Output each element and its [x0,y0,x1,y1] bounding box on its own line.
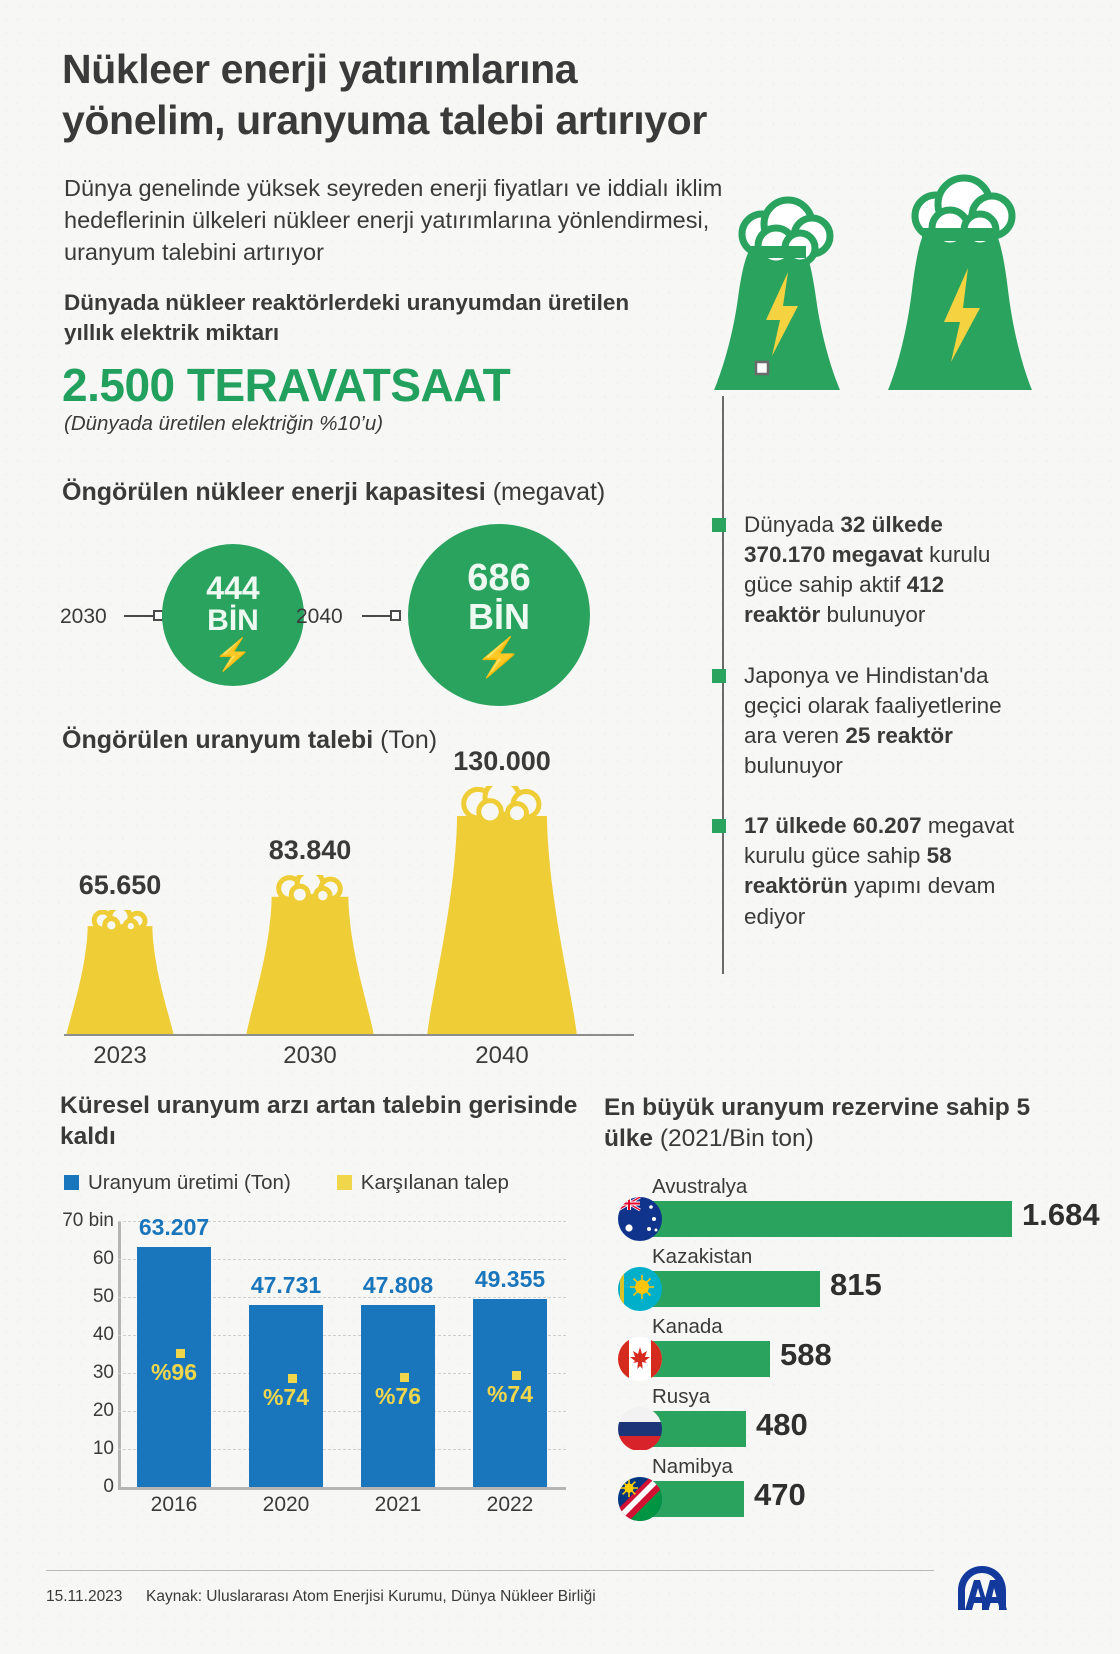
x-axis-tick-label: 2021 [374,1492,422,1516]
x-axis-tick-label: 2020 [262,1492,310,1516]
legend-swatch-icon [64,1175,79,1190]
reserve-row [604,1174,1100,1245]
reserve-row [604,1245,1074,1315]
y-axis-tick-label: 60 [92,1247,114,1269]
capacity-year-2040: 2040 [296,605,343,628]
reserve-row [604,1385,1074,1455]
country-name: Avustralya [652,1174,748,1198]
capacity-leader-line [362,615,392,617]
demand-title-bold: Öngörülen uranyum talebi [62,726,374,754]
namibia-flag-icon [618,1477,662,1521]
footer-date: 15.11.2023 [46,1588,123,1605]
demand-met-percent-label: %74 [486,1380,534,1407]
demand-title-unit: (Ton) [373,726,438,754]
reserve-value: 470 [754,1476,806,1512]
aa-logo [952,1560,1012,1623]
reserve-value: 815 [830,1266,882,1302]
facts-bullet-list [712,510,1022,962]
bar-column [473,1266,547,1487]
legend-swatch-icon [337,1175,352,1190]
percent-marker-dot [288,1374,297,1383]
kicker-text: Dünyada nükleer reaktörlerdeki uranyumdan üretilen yıllık elektrik miktarı [64,290,630,346]
capacity-bubble-2040 [408,524,590,706]
tower-axis-label: 2040 [475,1042,529,1069]
reserve-value: 480 [756,1406,808,1442]
tower-bar-value: 83.840 [268,835,352,865]
y-axis-tick-label: 20 [92,1399,114,1421]
big-number: 2.500 TERAVATSAAT [62,359,511,411]
tower-bar [427,746,577,1036]
reserve-value: 1.684 [1022,1196,1100,1232]
square-bullet-icon [712,518,726,532]
reserve-bar [640,1271,820,1307]
page-title: Nükleer enerji yatırımlarına yönelim, uranyuma talebi artırıyor [62,46,707,143]
bar-column [137,1213,211,1487]
tower-axis-label: 2030 [283,1042,337,1069]
bar-value-label: 63.207 [138,1213,210,1240]
uranium-demand-chart [62,746,642,1070]
tower-bar-value: 65.650 [78,870,162,900]
kazakhstan-flag-icon [618,1267,662,1311]
capacity-section-title [62,478,605,507]
y-axis-tick-label: 50 [92,1285,114,1307]
square-bullet-icon [712,819,726,833]
country-name: Rusya [652,1384,711,1408]
capacity-leader-line [124,615,155,617]
country-name: Namibya [652,1454,733,1478]
bullet-text: 17 ülkede 60.207 megavat kurulu güce sahip 58 reaktörün yapımı devam ediyor [744,813,1015,929]
supply-chart-legend [64,1171,582,1195]
demand-met-percent-label: %74 [262,1383,310,1410]
uranium-reserves-section [604,1092,1100,1525]
list-item [712,811,1022,932]
footer-source: Kaynak: Uluslararası Atom Enerjisi Kurumu, Dünya Nükleer Birliği [146,1588,596,1605]
cooling-towers-illustration [688,158,1088,423]
uranium-supply-section [52,1090,582,1516]
capacity-unit: BİN [468,596,530,637]
reserves-chart-title [604,1092,1074,1155]
percent-marker-dot [176,1349,185,1358]
tower-bar [246,835,374,1036]
legend-label: Karşılanan talep [360,1170,509,1194]
bullet-text: Japonya ve Hindistan'da geçici olarak faaliyetlerine ara veren 25 reaktör bulunuyor [744,662,1002,778]
y-axis-tick-label: 0 [103,1475,114,1497]
lightning-bolt-icon: ⚡ [475,636,523,679]
capacity-title-unit: (megavat) [485,478,606,506]
supply-bar-plot [52,1209,572,1516]
x-axis-tick-label: 2022 [486,1492,534,1516]
lightning-bolt-icon: ⚡ [213,637,253,672]
bar-value-label: 47.808 [362,1272,434,1299]
bar-value-label: 47.731 [250,1272,322,1299]
y-axis-tick-label: 10 [92,1437,114,1459]
reserves-bar-list [604,1174,1100,1525]
supply-chart-title: Küresel uranyum arzı artan talebin gerisinde kaldı [60,1092,578,1151]
footer-divider [46,1570,934,1571]
reserve-value: 588 [780,1336,832,1372]
percent-marker-dot [400,1373,409,1382]
legend-label: Uranyum üretimi (Ton) [88,1170,291,1194]
capacity-value: 444 [206,570,260,606]
legend-item-production [64,1171,291,1195]
demand-met-percent-label: %76 [374,1383,422,1410]
capacity-unit: BİN [207,604,259,637]
reserve-row [604,1315,1074,1385]
demand-met-percent-label: %96 [150,1358,198,1385]
reserve-row [604,1455,1074,1525]
bar-column [361,1272,435,1487]
y-axis-tick-label: 70 bin [62,1209,114,1231]
tower-chart-axis [64,1034,634,1036]
canada-flag-icon [618,1337,662,1381]
capacity-value: 686 [467,557,531,599]
y-axis-tick-label: 40 [92,1323,114,1345]
x-axis [118,1487,566,1490]
bullet-text: Dünyada 32 ülkede 370.170 megavat kurulu güce sahip aktif 412 reaktör bulunuyor [744,512,991,628]
russia-flag-icon [618,1407,662,1451]
capacity-year-2030: 2030 [60,605,107,628]
bar-column [249,1272,323,1486]
tower-bar-value: 130.000 [453,746,551,776]
australia-flag-icon [618,1197,662,1241]
percent-marker-dot [512,1371,521,1380]
country-name: Kanada [652,1314,723,1338]
tower-axis-label: 2023 [93,1042,147,1069]
reserve-bar [640,1201,1012,1237]
tower-bar [66,870,174,1036]
capacity-title-bold: Öngörülen nükleer enerji kapasitesi [62,478,486,506]
country-name: Kazakistan [652,1244,753,1268]
capacity-bubble-2030 [162,544,304,686]
y-axis-tick-label: 30 [92,1361,114,1383]
reserves-title-unit: (2021/Bin ton) [653,1125,814,1153]
legend-item-demand-met [337,1171,509,1195]
x-axis-tick-label: 2016 [150,1492,198,1516]
demand-section-title [62,726,437,755]
list-item [712,661,1022,782]
reserves-title-bold: En büyük uranyum rezervine sahip 5 ülke [604,1094,1031,1153]
capacity-circles [60,522,680,702]
bar-value-label: 49.355 [474,1266,546,1293]
intro-paragraph: Dünya genelinde yüksek seyreden enerji fiyatları ve iddialı iklim hedeflerinin ülkeleri nükleer enerji yatırımlarına yönlendirmesi, uranyum talebini artırıyor [64,175,723,266]
square-bullet-icon [712,669,726,683]
list-item [712,510,1022,631]
big-number-subtitle: (Dünyada üretilen elektriğin %10’u) [64,412,384,435]
capacity-leader-knob [390,610,401,621]
